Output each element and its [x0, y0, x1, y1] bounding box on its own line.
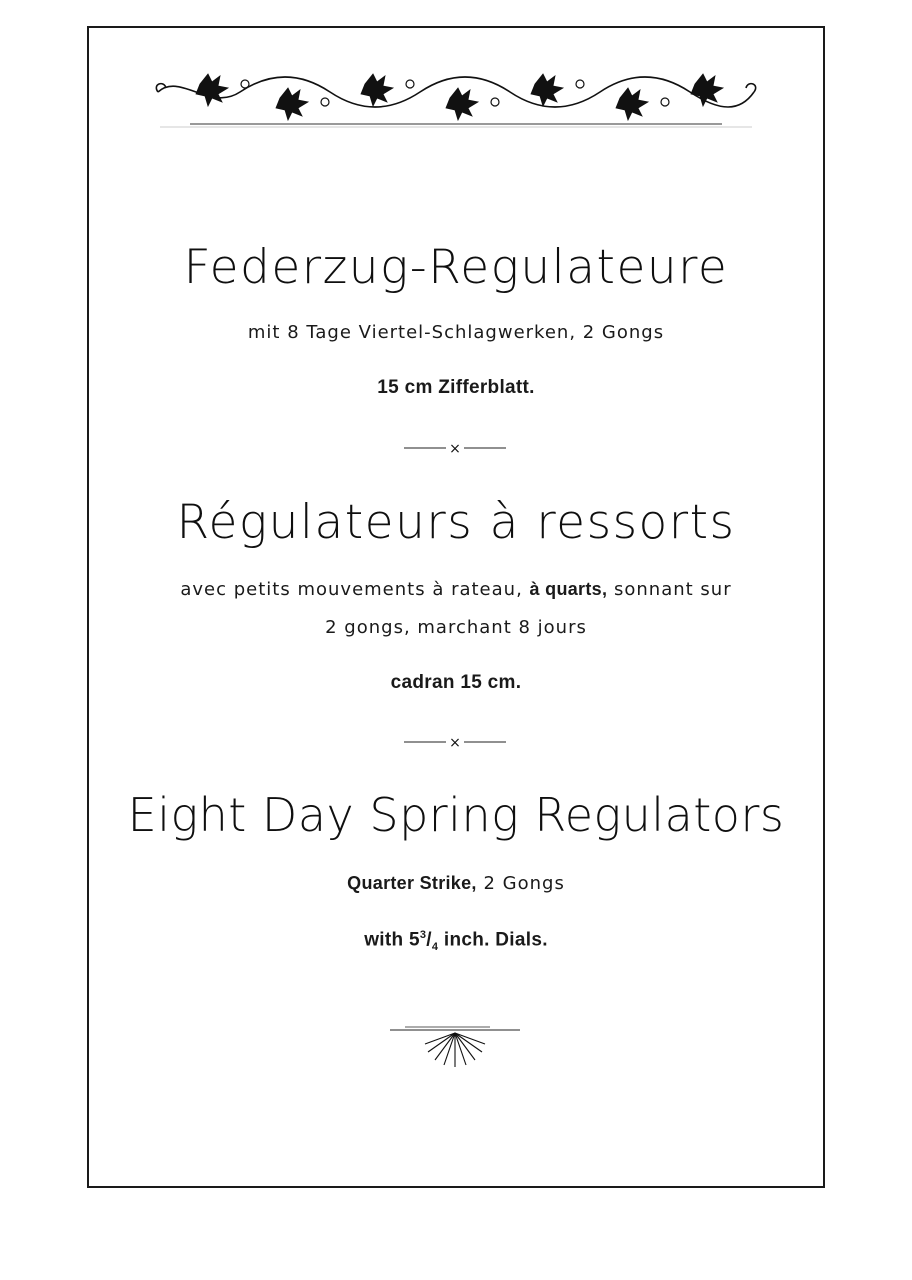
- german-subtitle: mit 8 Tage Viertel-Schlagwerken, 2 Gongs: [247, 322, 665, 343]
- french-line-2: 2 gongs, marchant 8 jours: [325, 617, 587, 638]
- page-border: [87, 26, 825, 1188]
- french-line-1-end: sonnant sur: [614, 579, 732, 600]
- divider-glyph: ×: [449, 735, 461, 751]
- french-quarts: à quarts,: [529, 579, 608, 599]
- french-dial-size: cadran 15 cm.: [390, 672, 522, 693]
- english-dial-denominator: 4: [431, 941, 439, 954]
- english-strike-line: [87, 873, 825, 894]
- french-line-1-start: avec petits mouvements à rateau,: [180, 579, 523, 600]
- vine-leaf-border-icon: [150, 62, 762, 132]
- french-line-1: [87, 579, 825, 600]
- german-dial-size: 15 cm Zifferblatt.: [377, 377, 535, 398]
- english-gongs: 2 Gongs: [483, 873, 565, 894]
- sunburst-tailpiece-icon: [380, 1020, 530, 1070]
- french-title: Régulateurs à ressorts: [176, 495, 736, 550]
- section-divider-icon: [400, 732, 510, 752]
- english-dial-end: inch. Dials.: [443, 929, 548, 951]
- english-dial-slash: /: [426, 929, 432, 951]
- english-dial-numerator: 3: [419, 929, 427, 941]
- section-divider-icon: [400, 438, 510, 458]
- english-quarter-strike: Quarter Strike,: [347, 873, 477, 893]
- english-title: Eight Day Spring Regulators: [127, 788, 785, 842]
- german-title: Federzug-Regulateure: [183, 240, 729, 295]
- english-dial-size: [87, 929, 825, 953]
- english-dial-start: with 5: [364, 929, 420, 951]
- divider-glyph: ×: [449, 441, 461, 457]
